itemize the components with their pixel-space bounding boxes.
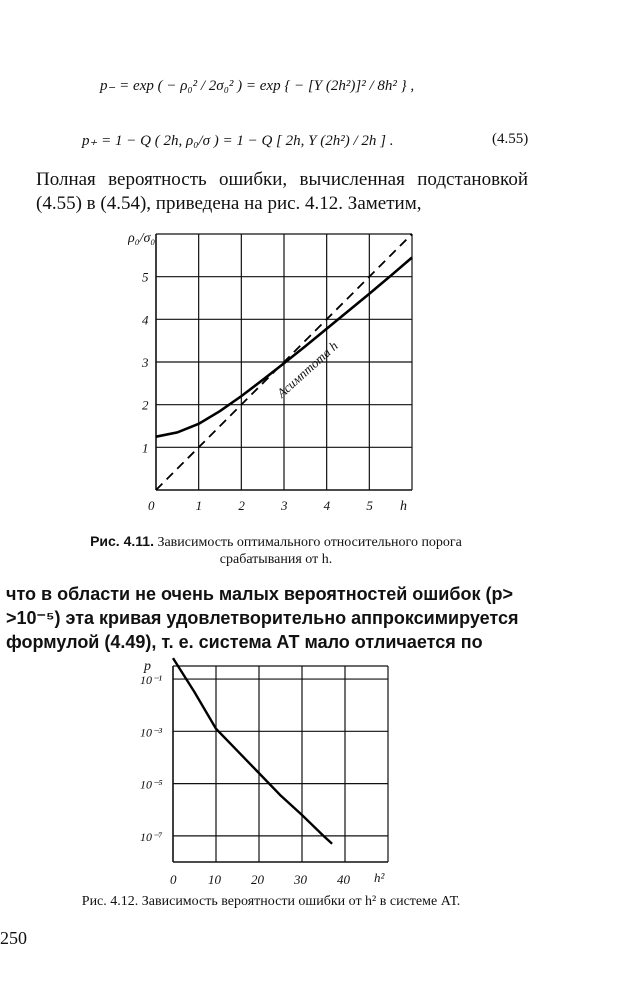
x-tick-label: 20 xyxy=(251,872,264,887)
figure-4-11-caption xyxy=(56,533,496,568)
y-axis-label: ρ₀/σ₀ xyxy=(128,231,156,246)
figure-4-12-caption: Рис. 4.12. Зависимость вероятности ошибки от h² в системе АТ. xyxy=(81,894,461,909)
y-tick-label: 1 xyxy=(142,440,149,456)
formula-p-plus: p₊ = 1 − Q ( 2h, ρ₀/σ ) = 1 − Q [ 2h, Υ (2h²) / 2h ] . xyxy=(82,133,394,149)
y-tick-label: 4 xyxy=(142,312,149,328)
x-tick-label: 4 xyxy=(323,498,331,513)
paragraph-1: Полная вероятность ошибки, вычисленная подстановкой (4.55) в (4.54), приведена на рис. 4.12. Заметим, xyxy=(36,169,528,214)
y-tick-label: 2 xyxy=(142,397,149,413)
chart-series-group xyxy=(173,658,332,844)
x-tick-label: 40 xyxy=(337,872,350,887)
figure-4-12-chart xyxy=(128,656,408,892)
chart-labels xyxy=(128,231,407,514)
caption-text: Зависимость оптимального относительного порога срабатывания от h. xyxy=(157,535,462,567)
y-tick-label: 3 xyxy=(142,355,149,370)
x-tick-label: 5 xyxy=(366,498,373,513)
y-tick-label: 10⁻¹ xyxy=(140,673,162,688)
caption-label: Рис. 4.11. xyxy=(90,533,154,549)
page-number: 250 xyxy=(0,928,27,948)
asymptote-annotation: Асимптота h xyxy=(273,338,341,401)
y-tick-label: 5 xyxy=(142,269,149,285)
x-tick-label: 0 xyxy=(170,872,177,887)
y-axis-label: p xyxy=(144,659,151,674)
y-tick-label: 10⁻⁵ xyxy=(140,777,163,792)
y-tick-label: 10⁻⁷ xyxy=(140,829,163,844)
y-tick-label: 10⁻³ xyxy=(140,725,162,740)
x-tick-label: 2 xyxy=(238,498,245,513)
x-tick-label: 0 xyxy=(148,498,155,513)
formula-p-minus: p₋ = exp ( − ρ₀² / 2σ₀² ) = exp { − [Υ (2h²)]² / 8h² } , xyxy=(100,78,415,94)
x-tick-label: 3 xyxy=(281,498,288,513)
paragraph-2: что в области не очень малых вероятностей ошибок (p> >10⁻⁵) эта кривая удовлетворительно аппроксимируется формулой (4.49), т. е. система АТ мало отличается по xyxy=(6,584,519,652)
chart-labels xyxy=(140,659,386,887)
chart-grid xyxy=(173,666,388,862)
x-axis-label: h² xyxy=(374,870,385,885)
x-tick-label: 30 xyxy=(294,872,307,887)
figure-4-11-chart xyxy=(128,222,428,522)
x-tick-label: 10 xyxy=(208,872,221,887)
error-probability-curve xyxy=(173,658,332,844)
x-tick-label: 1 xyxy=(195,498,203,513)
equation-number: (4.55) xyxy=(492,131,529,147)
x-axis-label: h xyxy=(400,499,407,514)
